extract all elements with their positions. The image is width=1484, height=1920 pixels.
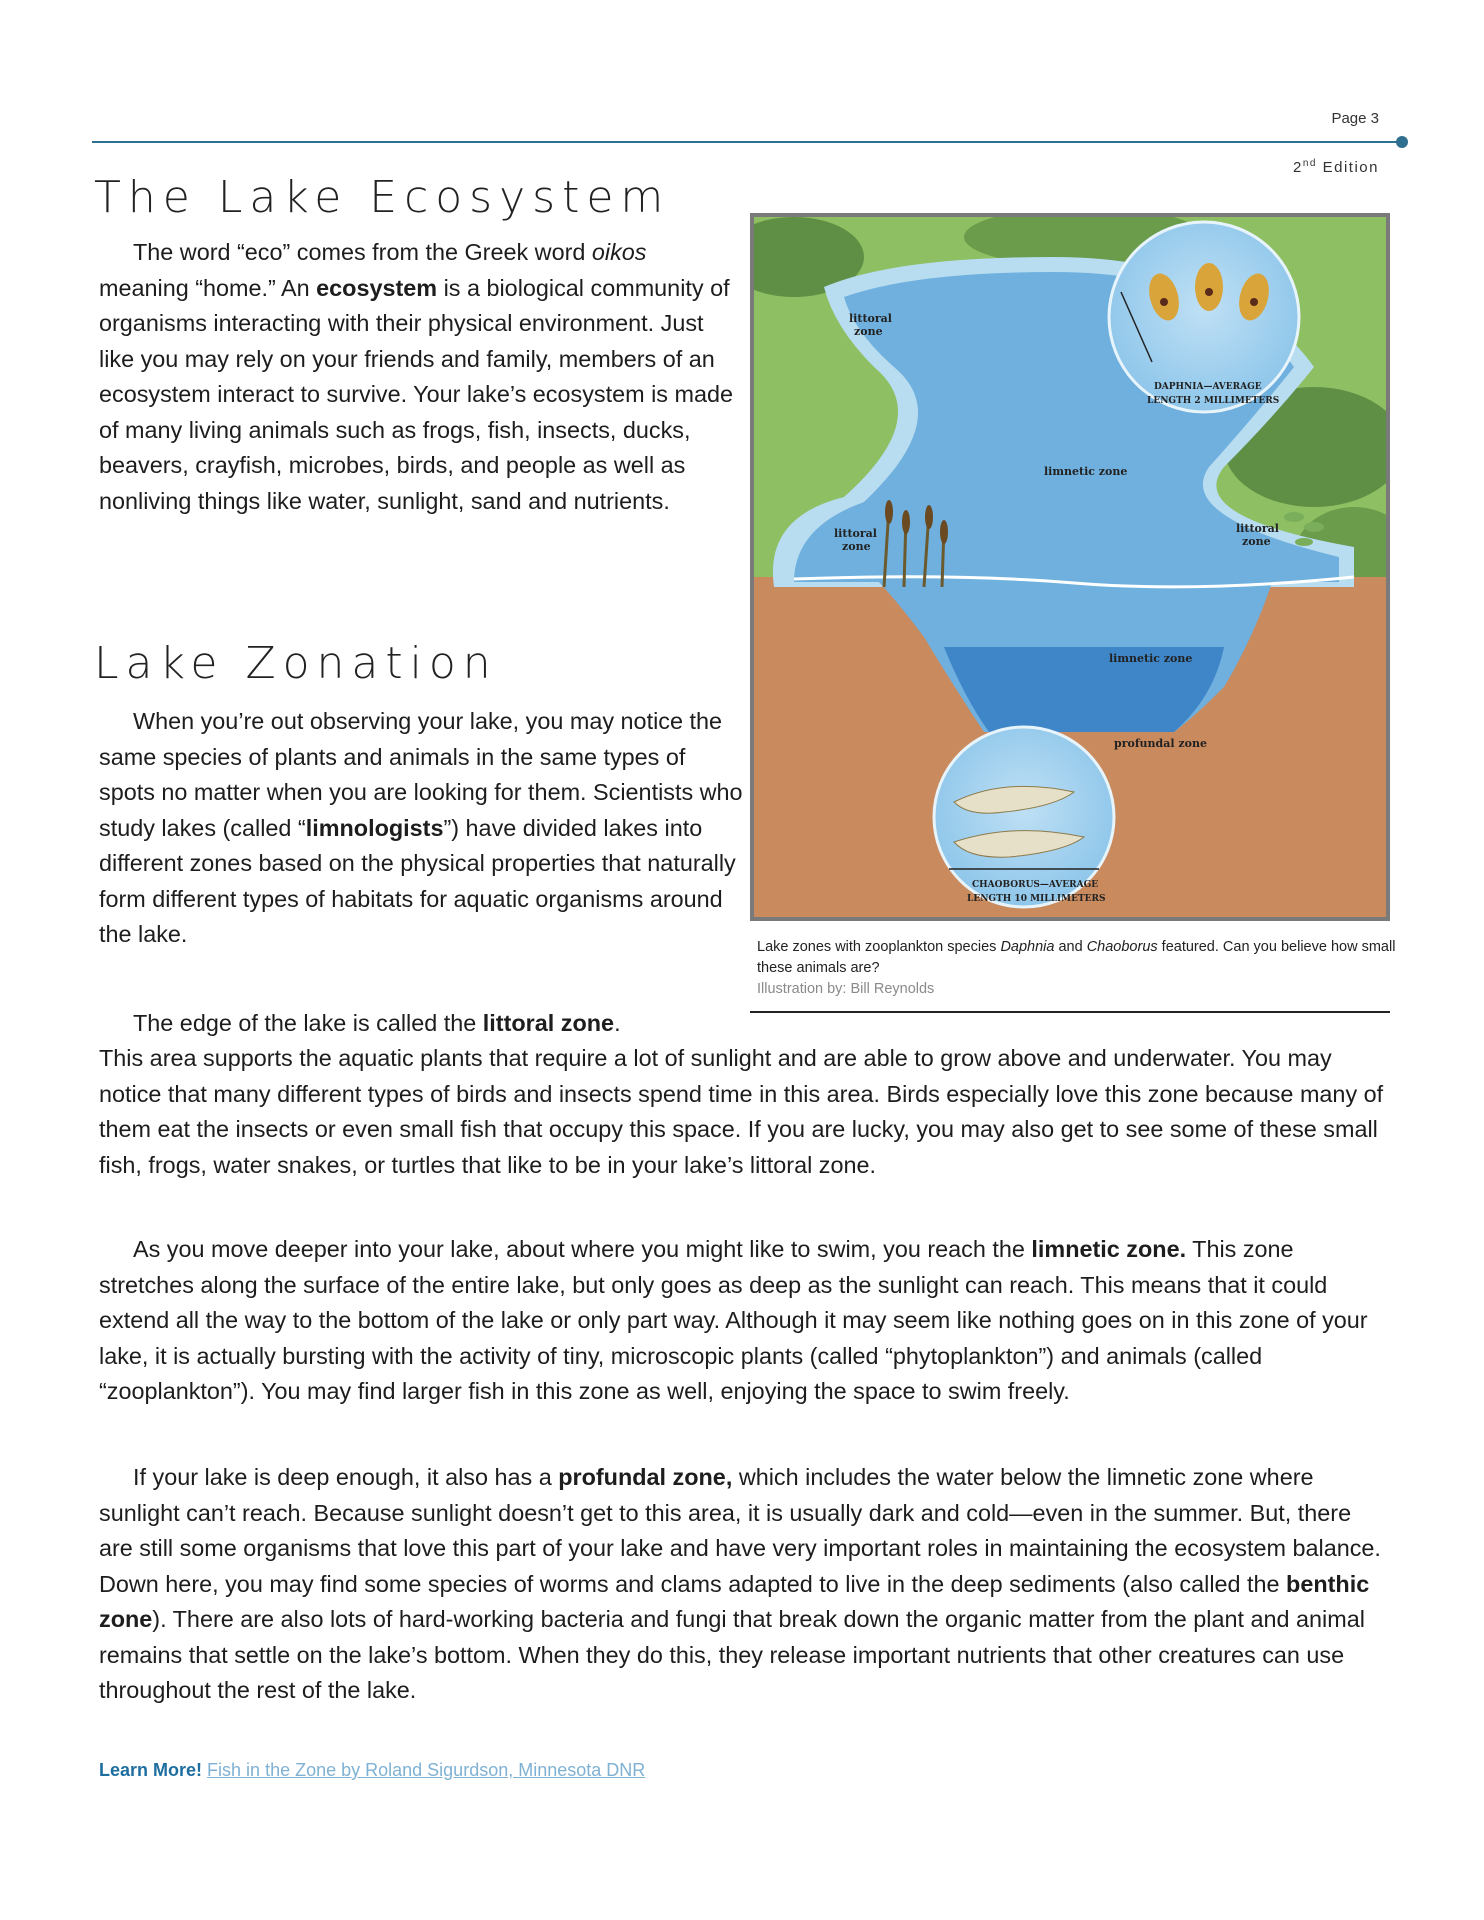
learn-more-link[interactable]: Fish in the Zone by Roland Sigurdson, Minnesota DNR bbox=[207, 1760, 646, 1780]
section-title-ecosystem: The Lake Ecosystem bbox=[94, 172, 671, 223]
learn-more-label: Learn More! bbox=[99, 1760, 203, 1780]
label-littoral-right: littoral bbox=[1236, 522, 1279, 535]
text-span: and bbox=[1054, 939, 1087, 955]
label-daphnia-line1: DAPHNIA—AVERAGE bbox=[1154, 382, 1262, 392]
caption-rule bbox=[750, 1011, 1390, 1013]
zonation-intro-paragraph bbox=[99, 704, 744, 953]
text-span: ). There are also lots of hard-working bacteria and fungi that break down the organic matter from the plant and animal remains that settle on the lake’s bottom. When they do this, they release important nutrients that other creatures can use throughout the rest of the lake. bbox=[99, 1606, 1365, 1703]
lake-illustration-svg bbox=[754, 217, 1386, 917]
label-chaoborus-line2: LENGTH 10 MILLIMETERS bbox=[967, 894, 1106, 904]
label-daphnia-line2: LENGTH 2 MILLIMETERS bbox=[1147, 396, 1280, 406]
label-littoral-top: littoral bbox=[849, 312, 892, 325]
limnetic-paragraph bbox=[99, 1232, 1389, 1410]
edition-suffix: nd bbox=[1302, 158, 1317, 169]
term-limnologists: limnologists bbox=[305, 814, 444, 841]
text-span: ”) have divided lakes into different zones based on the physical properties that naturally form different types of habitats for aquatic organisms around the lake. bbox=[99, 814, 736, 947]
label-chaoborus-line1: CHAOBORUS—AVERAGE bbox=[972, 880, 1099, 890]
species-daphnia: Daphnia bbox=[1000, 939, 1055, 955]
species-chaoborus: Chaoborus bbox=[1086, 939, 1158, 955]
header-rule bbox=[92, 141, 1402, 143]
text-span: featured. Can you believe how small these animals are? bbox=[757, 939, 1396, 976]
label-zone-top: zone bbox=[854, 325, 883, 338]
section-title-zonation: Lake Zonation bbox=[94, 638, 498, 689]
text-span: Lake zones with zooplankton species bbox=[757, 939, 1001, 955]
ecosystem-paragraph bbox=[99, 235, 739, 519]
text-span: When you’re out observing your lake, you may notice the same species of plants and animals in the same types of spots no matter when you are looking for them. Scientists who study lakes (called “ bbox=[99, 708, 743, 841]
label-limnetic-deep: limnetic zone bbox=[1109, 652, 1193, 665]
label-littoral-left: littoral bbox=[834, 527, 877, 540]
term-limnetic-zone: limnetic zone. bbox=[1031, 1236, 1187, 1262]
label-limnetic-surface: limnetic zone bbox=[1044, 465, 1128, 478]
label-zone-right: zone bbox=[1242, 535, 1271, 548]
text-span: . bbox=[614, 1010, 621, 1036]
text-span: The edge of the lake is called the bbox=[133, 1010, 483, 1036]
term-littoral-zone: littoral zone bbox=[482, 1010, 615, 1036]
text-span: is a biological community of organisms interacting with their physical environment. Just like you may rely on your friends and family, members of an ecosystem interact to survive. Your lake’s ecosystem is made of many living animals such as frogs, fish, insects, ducks, beavers, crayfish, microbes, birds, and people as well as nonliving things like water, sunlight, sand and nutrients. bbox=[99, 274, 733, 514]
term-ecosystem: ecosystem bbox=[316, 274, 438, 301]
illustration-credit: Illustration by: Bill Reynolds bbox=[757, 981, 935, 997]
littoral-paragraph bbox=[99, 1041, 1389, 1183]
text-span: As you move deeper into your lake, about where you might like to swim, you reach the bbox=[133, 1236, 1032, 1262]
label-profundal: profundal zone bbox=[1114, 737, 1207, 750]
littoral-lead-line bbox=[99, 1006, 739, 1042]
edition-word: Edition bbox=[1322, 159, 1379, 176]
label-zone-left: zone bbox=[842, 540, 871, 553]
header-rule-dot bbox=[1396, 136, 1408, 148]
term-profundal-zone: profundal zone, bbox=[558, 1464, 733, 1490]
text-span: If your lake is deep enough, it also has a bbox=[133, 1464, 559, 1490]
littoral-text: This area supports the aquatic plants that require a lot of sunlight and are able to grow above and underwater. You may notice that many different types of birds and insects spend time in this area. Birds especially love this zone because many of them eat the insects or even small fish that occupy this space. If you are lucky, you may also get to see some of these small fish, frogs, water snakes, or turtles that like to be in your lake’s littoral zone. bbox=[99, 1045, 1384, 1178]
text-span: The word “eco” comes from the Greek word bbox=[133, 239, 592, 265]
learn-more bbox=[99, 1760, 645, 1781]
page-number: Page 3 bbox=[1331, 110, 1379, 127]
text-span: meaning “home.” An bbox=[99, 274, 317, 301]
text-span: which includes the water below the limnetic zone where sunlight can’t reach. Because sunlight doesn’t get to this area, it is usually dark and cold—even in the summer. But, there are still some organisms that love this part of your lake and have very important roles in maintaining the ecosystem balance. Down here, you may find some species of worms and clams adapted to live in the deep sediments (also called the bbox=[99, 1464, 1381, 1597]
term-oikos: oikos bbox=[591, 239, 647, 265]
edition-number: 2 bbox=[1292, 159, 1303, 176]
lake-zones-illustration bbox=[750, 213, 1390, 921]
figure-caption bbox=[757, 937, 1397, 1000]
profundal-paragraph bbox=[99, 1460, 1389, 1709]
term-benthic-zone: benthic zone bbox=[99, 1570, 1370, 1632]
text-span: This zone stretches along the surface of the entire lake, but only goes as deep as the sunlight can reach. This means that it could extend all the way to the bottom of the lake or only part way. Although it may seem like nothing goes on in this zone of your lake, it is actually bursting with the activity of tiny, microscopic plants (called “phytoplankton”) and animals (called “zooplankton”). You may find larger fish in this zone as well, enjoying the space to swim freely. bbox=[99, 1236, 1368, 1404]
edition-label bbox=[1293, 158, 1379, 176]
